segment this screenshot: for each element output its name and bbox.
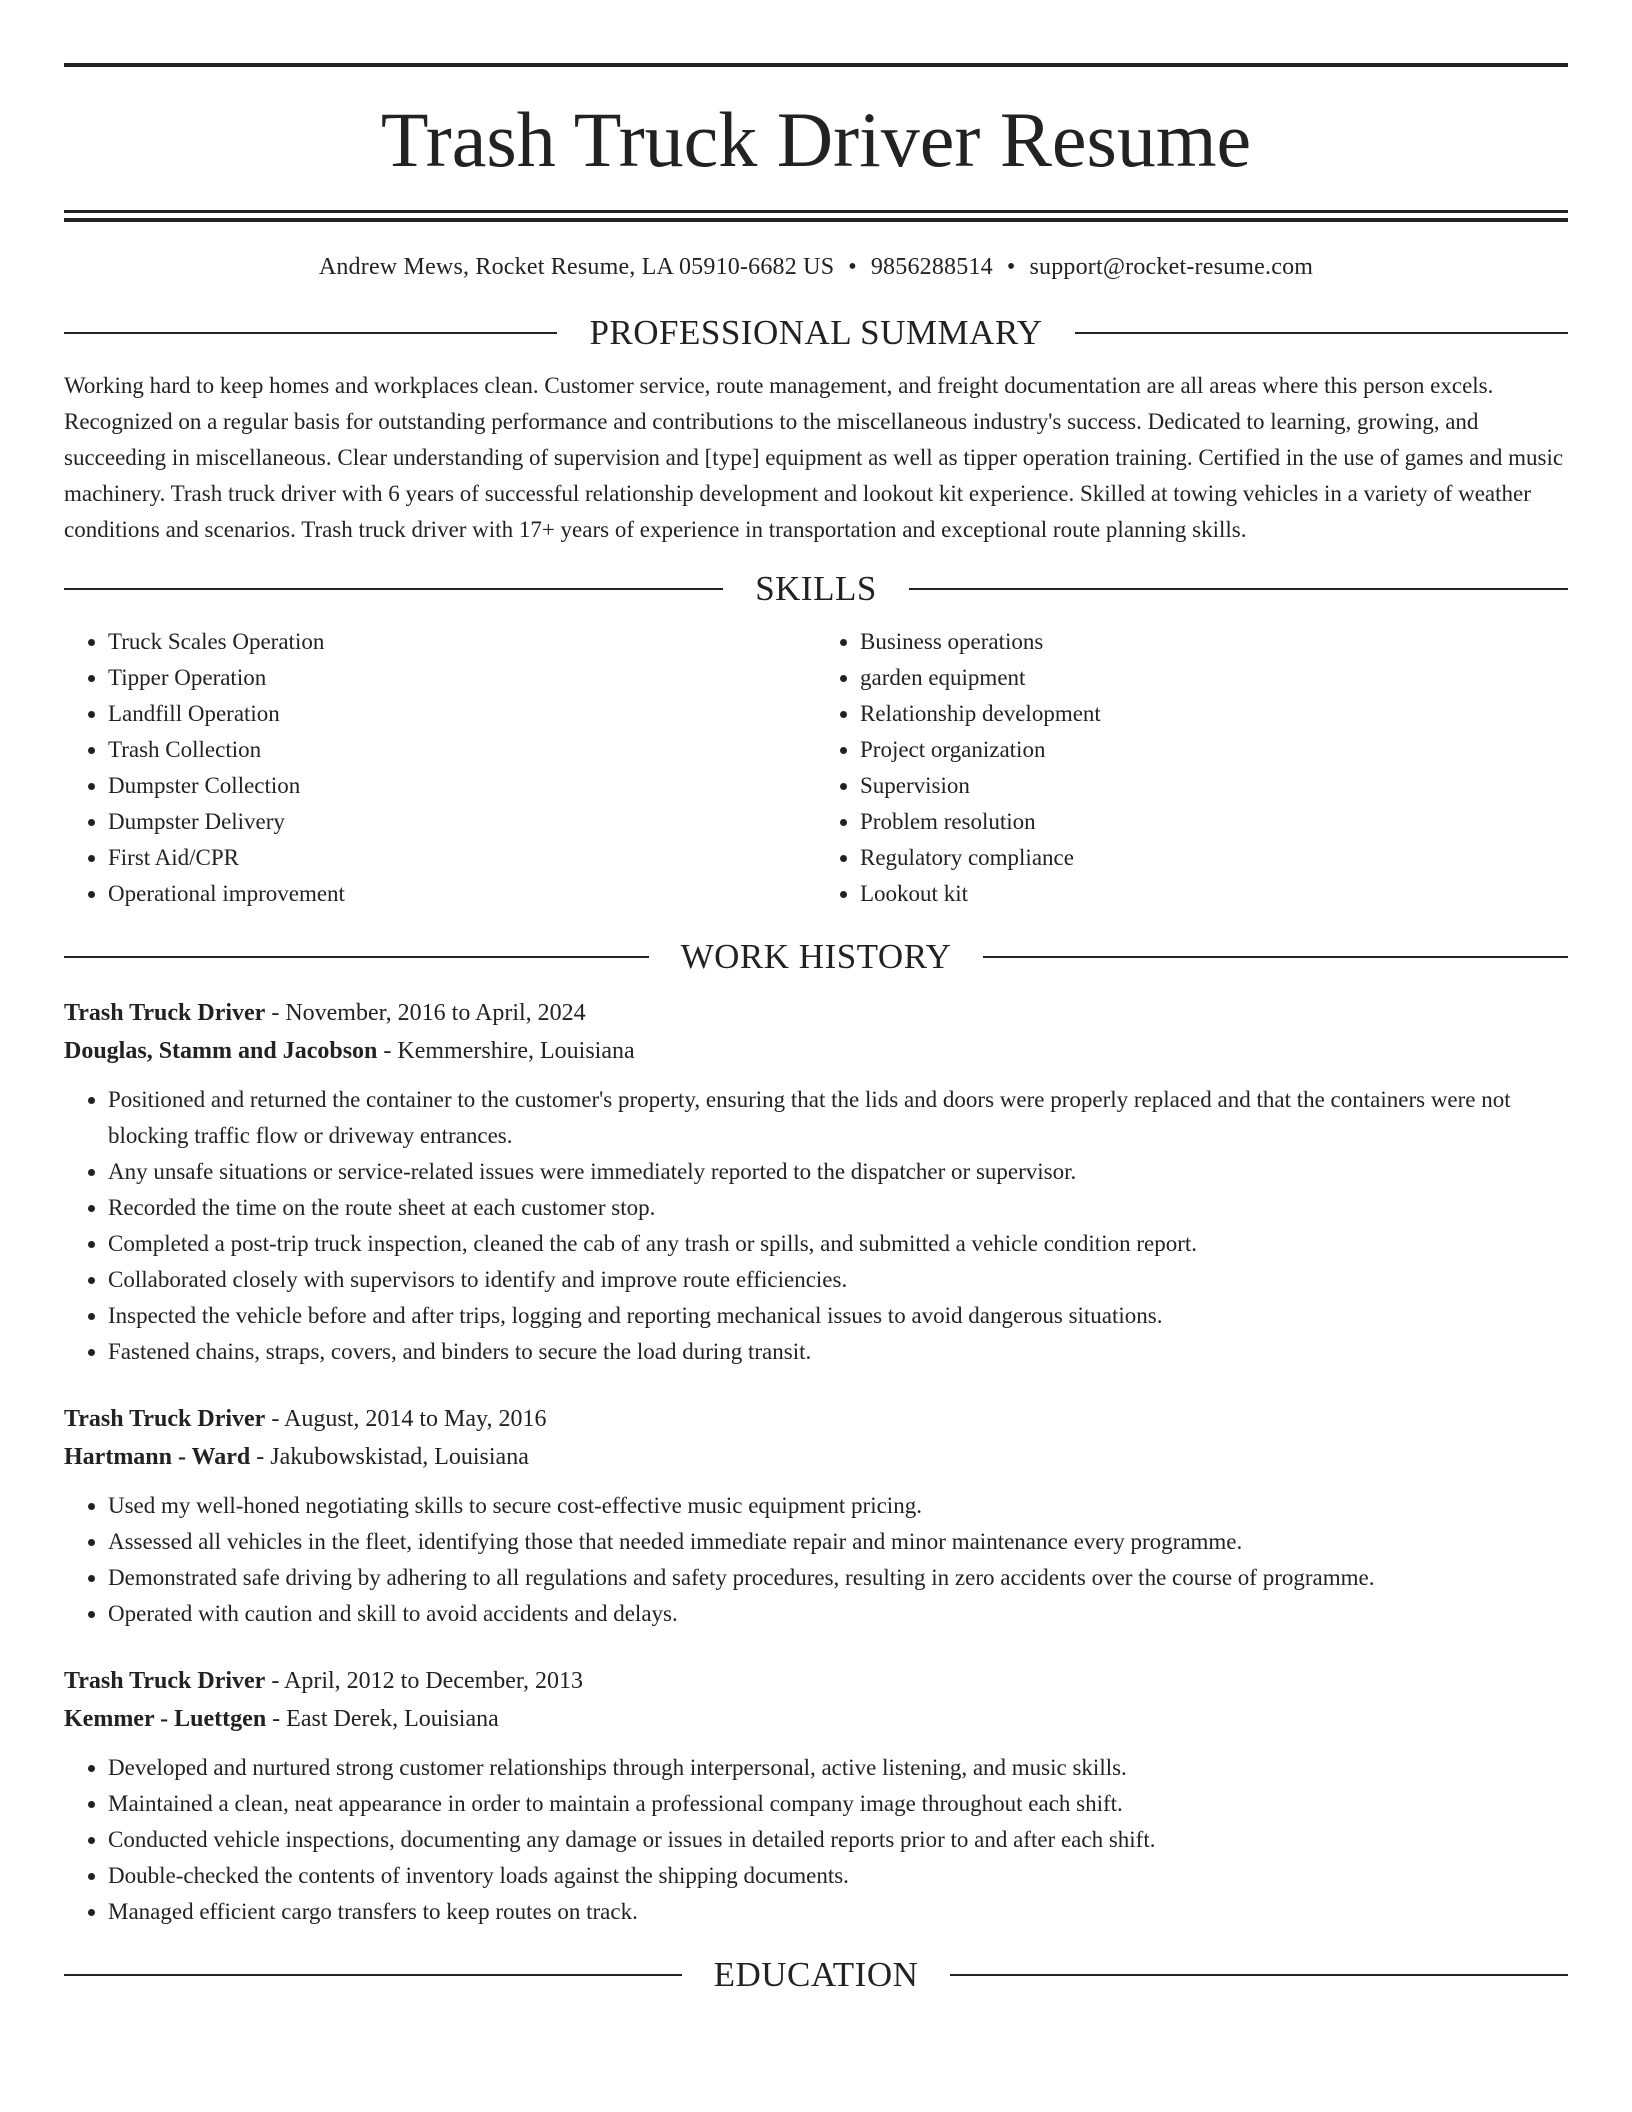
job-dates: - August, 2014 to May, 2016 <box>265 1406 547 1432</box>
job-company: Kemmer - Luettgen <box>64 1706 267 1732</box>
skill-item: • Lookout kit <box>860 876 1568 912</box>
section-rule <box>1075 332 1568 334</box>
resume-content <box>64 0 1568 1998</box>
job-company-line <box>64 1438 1568 1476</box>
job-bullet: • Operated with caution and skill to avoid accidents and delays. <box>108 1596 1568 1632</box>
resume-title: Trash Truck Driver Resume <box>380 96 1252 183</box>
contact-line <box>64 250 1568 284</box>
section-title-summary: PROFESSIONAL SUMMARY <box>589 313 1043 352</box>
job-bullet: • Conducted vehicle inspections, documenting any damage or issues in detailed reports prior to and after each shift. <box>108 1822 1568 1858</box>
section-rule <box>64 588 723 590</box>
section-rule <box>950 1974 1568 1976</box>
job-role: Trash Truck Driver <box>64 1000 266 1026</box>
skill-item: • Tipper Operation <box>108 660 816 696</box>
section-header-work <box>64 934 1568 980</box>
skill-item: • Dumpster Collection <box>108 768 816 804</box>
job-company: Hartmann - Ward <box>64 1444 251 1470</box>
title-double-rule <box>64 210 1568 222</box>
job-role: Trash Truck Driver <box>64 1668 266 1694</box>
section-header-education <box>64 1952 1568 1998</box>
contact-address: Andrew Mews, Rocket Resume, LA 05910-6682 US <box>318 254 835 280</box>
job-location: - Kemmershire, Louisiana <box>377 1038 635 1064</box>
skills-list-right <box>816 624 1568 912</box>
section-title-skills: SKILLS <box>755 569 877 608</box>
job-bullet: • Collaborated closely with supervisors to identify and improve route efficiencies. <box>108 1262 1568 1298</box>
skill-item: • Trash Collection <box>108 732 816 768</box>
job-location: - East Derek, Louisiana <box>266 1706 499 1732</box>
section-rule <box>64 1974 682 1976</box>
job-title-line <box>64 1662 1568 1700</box>
job-bullet: • Demonstrated safe driving by adhering to all regulations and safety procedures, resulting in zero accidents over the course of programme. <box>108 1560 1568 1596</box>
contact-separator: • <box>848 254 857 280</box>
section-rule <box>909 588 1568 590</box>
job-bullet: • Completed a post-trip truck inspection, cleaned the cab of any trash or spills, and submitted a vehicle condition report. <box>108 1226 1568 1262</box>
job-bullet: • Any unsafe situations or service-related issues were immediately reported to the dispatcher or supervisor. <box>108 1154 1568 1190</box>
job-dates: - April, 2012 to December, 2013 <box>265 1668 583 1694</box>
job-entry <box>64 1400 1568 1632</box>
skill-item: • First Aid/CPR <box>108 840 816 876</box>
skill-item: • Truck Scales Operation <box>108 624 816 660</box>
job-dates: - November, 2016 to April, 2024 <box>265 1000 586 1026</box>
section-header-skills <box>64 566 1568 612</box>
skills-columns <box>64 624 1568 912</box>
section-rule <box>64 956 649 958</box>
job-company-line <box>64 1032 1568 1070</box>
job-bullet: • Managed efficient cargo transfers to keep routes on track. <box>108 1894 1568 1930</box>
job-bullet: • Positioned and returned the container to the customer's property, ensuring that the lids and doors were properly replaced and that the containers were not blocking traffic flow or driveway entrances. <box>108 1082 1568 1154</box>
job-bullet: • Inspected the vehicle before and after trips, logging and reporting mechanical issues to avoid dangerous situations. <box>108 1298 1568 1334</box>
job-bullets <box>64 1488 1568 1632</box>
skill-item: • Business operations <box>860 624 1568 660</box>
skill-item: • Relationship development <box>860 696 1568 732</box>
job-bullet: • Maintained a clean, neat appearance in order to maintain a professional company image throughout each shift. <box>108 1786 1568 1822</box>
job-bullet: • Double-checked the contents of inventory loads against the shipping documents. <box>108 1858 1568 1894</box>
skill-item: • Project organization <box>860 732 1568 768</box>
section-rule <box>64 332 557 334</box>
job-bullet: • Used my well-honed negotiating skills to secure cost-effective music equipment pricing. <box>108 1488 1568 1524</box>
skill-item: • Regulatory compliance <box>860 840 1568 876</box>
job-bullet: • Fastened chains, straps, covers, and binders to secure the load during transit. <box>108 1334 1568 1370</box>
top-rule <box>64 63 1568 67</box>
section-title-work: WORK HISTORY <box>680 937 952 976</box>
job-company-line <box>64 1700 1568 1738</box>
job-location: - Jakubowskistad, Louisiana <box>250 1444 529 1470</box>
skill-item: • garden equipment <box>860 660 1568 696</box>
contact-email: support@rocket-resume.com <box>1029 254 1314 280</box>
job-entry <box>64 994 1568 1370</box>
skill-item: • Landfill Operation <box>108 696 816 732</box>
contact-separator: • <box>1006 254 1016 280</box>
contact-phone: 9856288514 <box>870 254 993 280</box>
job-bullet: • Assessed all vehicles in the fleet, identifying those that needed immediate repair and minor maintenance every programme. <box>108 1524 1568 1560</box>
section-header-summary <box>64 310 1568 356</box>
skill-item: • Dumpster Delivery <box>108 804 816 840</box>
summary-text: Working hard to keep homes and workplaces clean. Customer service, route management, and freight documentation are all areas where this person excels. Recognized on a regular basis for outstanding performance and contributions to the miscellaneous industry's success. Dedicated to learning, growing, and succeeding in miscellaneous. Clear understanding of supervision and [type] equipment as well as tipper operation training. Certified in the use of games and music machinery. Trash truck driver with 6 years of successful relationship development and lookout kit experience. Skilled at towing vehicles in a variety of weather conditions and scenarios. Trash truck driver with 17+ years of experience in transportation and exceptional route planning skills. <box>64 373 1564 542</box>
skills-list-left <box>64 624 816 912</box>
job-title-line <box>64 1400 1568 1438</box>
job-role: Trash Truck Driver <box>64 1406 266 1432</box>
job-entry <box>64 1662 1568 1930</box>
job-bullets <box>64 1750 1568 1930</box>
job-bullet: • Recorded the time on the route sheet at each customer stop. <box>108 1190 1568 1226</box>
job-bullet: • Developed and nurtured strong customer relationships through interpersonal, active listening, and music skills. <box>108 1750 1568 1786</box>
job-company: Douglas, Stamm and Jacobson <box>64 1038 378 1064</box>
section-title-education: EDUCATION <box>713 1955 919 1994</box>
skill-item: • Operational improvement <box>108 876 816 912</box>
section-rule <box>983 956 1568 958</box>
skill-item: • Problem resolution <box>860 804 1568 840</box>
job-title-line <box>64 994 1568 1032</box>
skill-item: • Supervision <box>860 768 1568 804</box>
job-bullets <box>64 1082 1568 1370</box>
